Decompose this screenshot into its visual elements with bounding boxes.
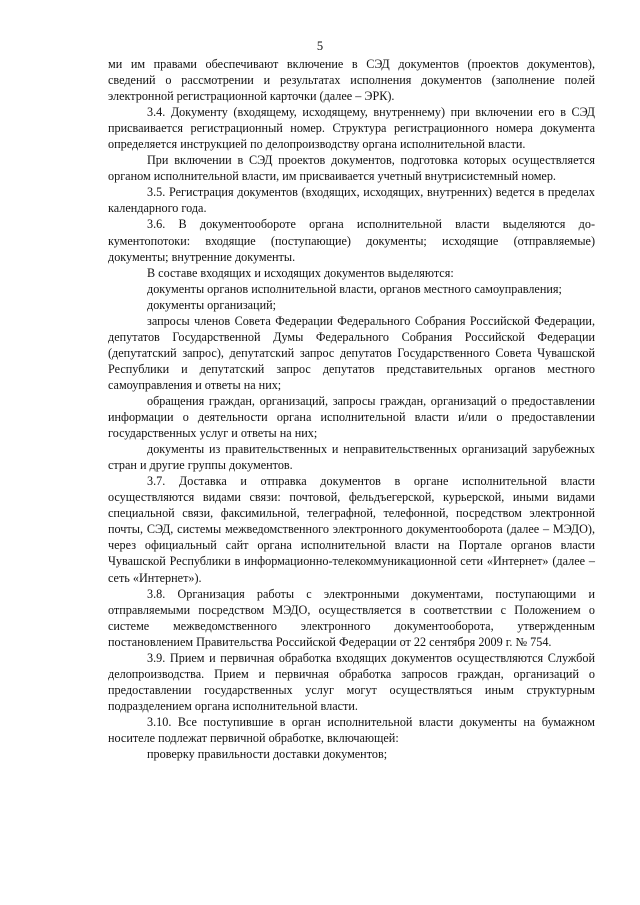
paragraph-3-8: 3.8. Организация работы с электронными документами, поступающими и отправляемыми посредством МЭДО, осуществляется в соответствии с Положением о системе межведомственного электронного документооборота, утвержденным постановлением Правительства Российской Федерации от 22 сентября 2009 г. № 754. (108, 586, 595, 649)
list-item-delivery-check: проверку правильности доставки документов; (147, 747, 388, 762)
paragraph-3-10: 3.10. Все поступившие в орган исполнительной власти документы на бумажном носителе подлежат первичной обработке, включающей: (108, 714, 595, 745)
list-item-citizen-appeals: обращения граждан, организаций, запросы граждан, организаций о предоставлении информации о деятельности органа исполнительной власти и/или о предоставлении государственных услуг и ответы на них; (108, 393, 595, 441)
list-item-foreign-documents: документы из правительственных и неправительственных организаций зарубежных стран и другие группы документов. (108, 442, 595, 473)
list-item-authorities: документы органов исполнительной власти, органов местного самоуправления; (147, 281, 562, 296)
paragraph-3-9: 3.9. Прием и первичная обработка входящих документов осуществляются Службой делопроизводства. Прием и первичная обработка запросов граждан, организаций о предоставлении государственных услуг могут осуществляться иным структурным подразделением органа исполнительной власти. (108, 650, 595, 713)
paragraph-3-7: 3.7. Доставка и отправка документов в органе исполнительной власти осуществляются видами связи: почтовой, фельдъегерской, курьерской, иными видами специальной связи, факсимильной, телеграфной, телефонной, посредством электронной почты, СЭД, системы межведомственного электронного документооборота (далее – МЭДО), через официальный сайт органа исполнительной власти на Портале органов власти Чувашской Республики в информационно-телекоммуникационной сети «Интернет» (далее – сеть «Интернет»). (108, 474, 595, 585)
paragraph-3-5: 3.5. Регистрация документов (входящих, исходящих, внутренних) ведется в пределах календарного года. (108, 185, 595, 216)
paragraph-3-4: 3.4. Документу (входящему, исходящему, внутреннему) при включении его в СЭД присваивается регистрационный номер. Структура регистрационного номера документа определяется инструкцией по делопроизводству органа исполнительной власти. (108, 105, 595, 152)
paragraph-3-4-note: При включении в СЭД проектов документов, подготовка которых осуществляется органом исполнительной власти, им присваивается учетный внутрисистемный номер. (108, 153, 595, 184)
page-number: 5 (316, 39, 324, 53)
list-item-deputy-requests: запросы членов Совета Федерации Федерального Собрания Российской Федерации, депутатов Государственной Думы Федерального Собрания Российской Федерации (депутатский запрос), депутатский запрос депутатов Государственного Совета Чувашской Республики и депутатский запрос депутатов представительных органов местного самоуправления и ответы на них; (108, 313, 595, 392)
paragraph-continuation: ми им правами обеспечивают включение в СЭД документов (проектов документов), сведений о рассмотрении и результатах исполнения документов (заполнение полей электронной регистрационной карточки (далее – ЭРК). (108, 57, 595, 104)
paragraph-3-6-intro: В составе входящих и исходящих документов выделяются: (147, 265, 454, 280)
paragraph-3-6: 3.6. В документообороте органа исполнительной власти выделяются документопотоки: входящие (поступающие) документы; исходящие (отправляемые) документы; внутренние документы. (108, 217, 595, 264)
document-body (108, 56, 595, 762)
list-item-organizations: документы организаций; (147, 297, 276, 312)
